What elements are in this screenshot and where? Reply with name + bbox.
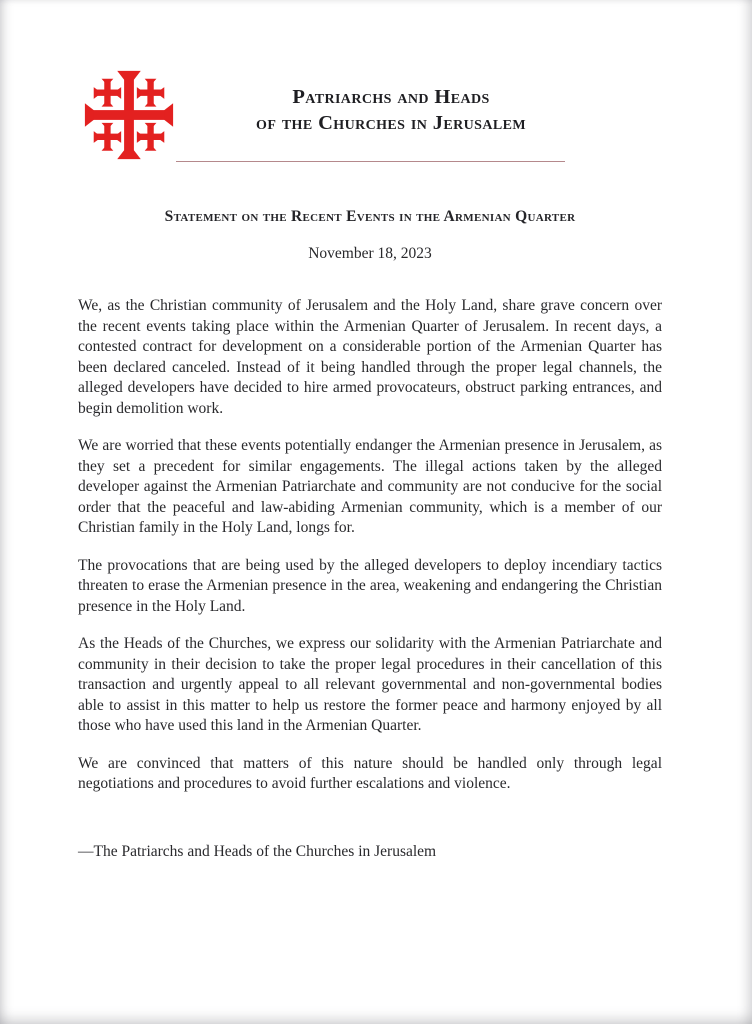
org-name-line1: Patriarchs and Heads [292, 86, 490, 108]
paragraph-3: The provocations that are being used by the alleged developers to deploy incendiary tactics threaten to erase the Armenian presence in the area, weakening and endangering the Christian presence in the Holy Land. [78, 556, 662, 615]
header-divider [176, 161, 565, 162]
org-name [196, 84, 586, 136]
statement-body [78, 296, 662, 795]
signature-line: —The Patriarchs and Heads of the Churches in Jerusalem [78, 842, 437, 860]
statement [78, 207, 662, 862]
paragraph-1: We, as the Christian community of Jerusalem and the Holy Land, share grave concern over the recent events taking place within the Armenian Quarter of Jerusalem. In recent days, a contested contract for development on a considerable portion of the Armenian Quarter has been declared canceled. Instead of it being handled through the proper legal channels, the alleged developers have decided to hire armed provocateurs, obstruct parking entrances, and begin demolition work. [78, 297, 662, 417]
org-name-line2: of the Churches in Jerusalem [256, 112, 526, 134]
jerusalem-cross-icon [80, 64, 178, 166]
paragraph-5: We are convinced that matters of this nature should be handled only through legal negotiations and procedures to avoid further escalations and violence. [78, 754, 662, 792]
paragraph-4: As the Heads of the Churches, we express our solidarity with the Armenian Patriarchate and community in their decision to take the proper legal procedures in their cancellation of this transaction and urgently appeal to all relevant governmental and non-governmental bodies able to assist in this matter to help us restore the former peace and harmony enjoyed by all those who have used this land in the Armenian Quarter. [78, 635, 662, 734]
statement-date: November 18, 2023 [308, 245, 432, 262]
paragraph-2: We are worried that these events potentially endanger the Armenian presence in Jerusalem, as they set a precedent for similar engagements. The illegal actions taken by the alleged developer against the Armenian Patriarchate and community are not conducive for the social order that the peaceful and law-abiding Armenian community, which is a member of our Christian family in the Holy Land, longs for. [78, 437, 662, 536]
statement-title: Statement on the Recent Events in the Armenian Quarter [164, 208, 576, 225]
